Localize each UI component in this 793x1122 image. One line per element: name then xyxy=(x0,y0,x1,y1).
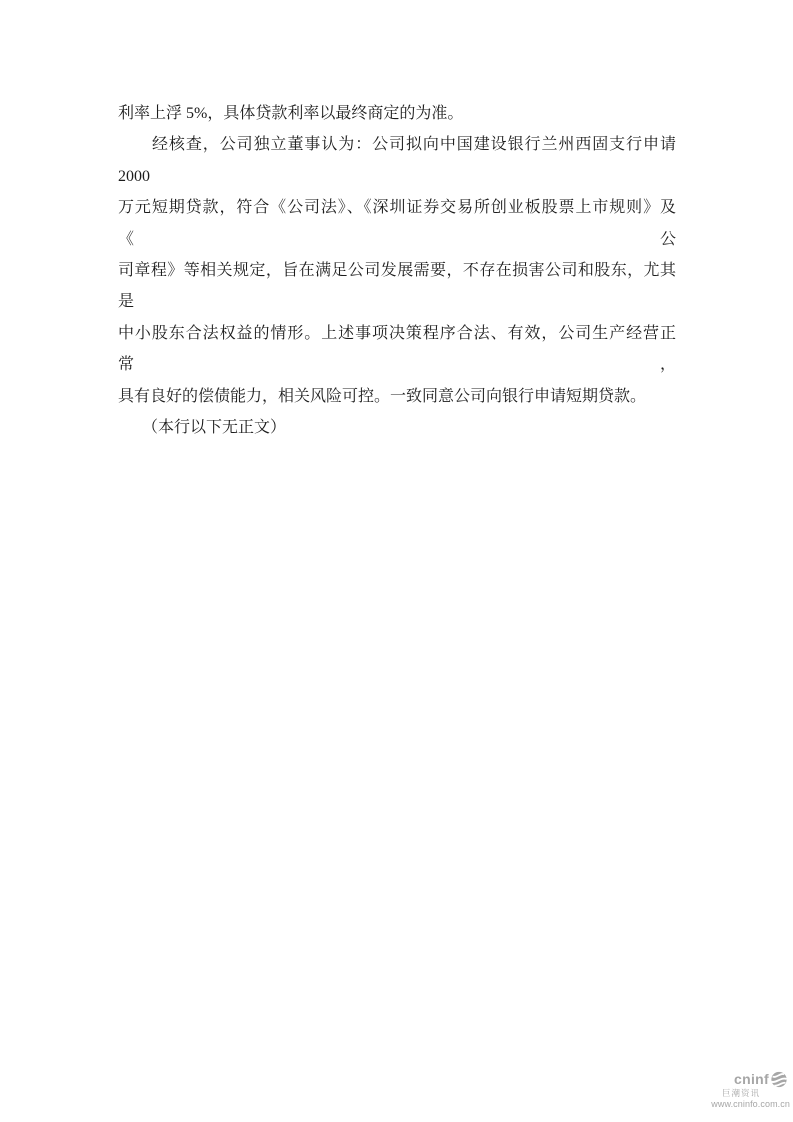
body-line-4: 司章程》等相关规定，旨在满足公司发展需要，不存在损害公司和股东，尤其是 xyxy=(118,262,676,311)
body-line-2: 经核查，公司独立董事认为：公司拟向中国建设银行兰州西固支行申请 2000 xyxy=(118,136,676,185)
cninfo-watermark xyxy=(710,1071,790,1110)
cninfo-logo-text: cninf xyxy=(734,1071,769,1087)
cninfo-website-url: www.cninfo.com.cn xyxy=(711,1099,790,1109)
body-line-3: 万元短期贷款，符合《公司法》、《深圳证券交易所创业板股票上市规则》及《公 xyxy=(118,199,676,248)
body-line-6: 具有良好的偿债能力，相关风险可控。一致同意公司向银行申请短期贷款。 xyxy=(118,387,647,405)
no-further-text-note: （本行以下无正文） xyxy=(142,419,287,437)
cninfo-chinese-name: 巨潮资讯 xyxy=(721,1087,760,1098)
cninfo-logo-row xyxy=(734,1071,788,1088)
body-line-5: 中小股东合法权益的情形。上述事项决策程序合法、有效，公司生产经营正常， xyxy=(118,324,676,374)
cninfo-swirl-icon xyxy=(770,1071,788,1088)
body-line-1: 利率上浮 5%，具体贷款利率以最终商定的为准。 xyxy=(118,105,464,122)
document-body xyxy=(118,98,676,443)
